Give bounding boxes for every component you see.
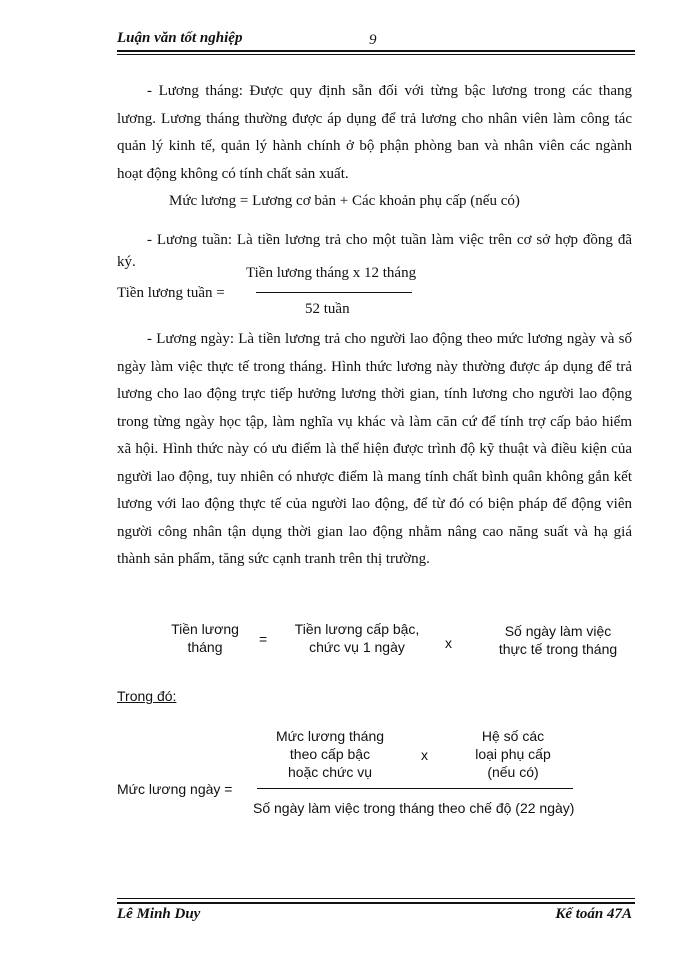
monthly-formula-lhs-line1: Tiền lương bbox=[171, 621, 239, 637]
header-rule bbox=[117, 50, 635, 52]
daily-formula-times: x bbox=[421, 747, 428, 763]
monthly-formula-times: x bbox=[445, 635, 452, 651]
daily-formula-num2-line1: Hệ số các bbox=[481, 728, 545, 744]
monthly-formula-equals: = bbox=[259, 631, 268, 647]
daily-formula-num2-line2: loại phụ cấp bbox=[475, 746, 551, 762]
formula-salary: Mức lương = Lương cơ bản + Các khoản phụ cấp (nếu có) bbox=[169, 193, 520, 209]
daily-formula-num1-line1: Mức lương tháng bbox=[275, 728, 385, 744]
paragraph-weekly-salary: - Lương tuần: Là tiền lương trả cho một tuần làm việc trên cơ sở hợp đồng đã ký. bbox=[117, 232, 632, 270]
monthly-formula-term2 bbox=[488, 622, 628, 658]
weekly-formula-lhs: Tiền lương tuần = bbox=[117, 285, 225, 301]
footer-rule-thin bbox=[117, 898, 635, 899]
monthly-formula-lhs-line2: tháng bbox=[187, 639, 223, 655]
monthly-formula-term1-line1: Tiền lương cấp bậc, bbox=[294, 621, 420, 637]
footer-rule bbox=[117, 902, 635, 904]
monthly-formula-term1-line2: chức vụ 1 ngày bbox=[309, 639, 405, 655]
daily-formula-num1-line2: theo cấp bậc bbox=[289, 746, 371, 762]
daily-formula-lhs: Mức lương ngày = bbox=[117, 781, 233, 797]
monthly-formula-term2-line1: Số ngày làm việc bbox=[504, 623, 612, 639]
weekly-formula-denominator: 52 tuần bbox=[305, 301, 350, 317]
monthly-formula-lhs bbox=[155, 620, 255, 656]
footer-author: Lê Minh Duy bbox=[117, 906, 201, 922]
weekly-formula-numerator: Tiền lương tháng x 12 tháng bbox=[246, 265, 417, 281]
daily-fraction-bar bbox=[257, 788, 573, 789]
weekly-fraction-bar bbox=[256, 292, 412, 293]
header-title: Luận văn tốt nghiệp bbox=[117, 30, 243, 46]
daily-formula-numerator2 bbox=[450, 727, 576, 781]
daily-formula-num1-line3: hoặc chức vụ bbox=[287, 764, 373, 780]
monthly-formula-term2-line2: thực tế trong tháng bbox=[498, 641, 618, 657]
footer-class: Kế toán 47A bbox=[555, 906, 632, 922]
paragraph-monthly-salary: - Lương tháng: Được quy định sẵn đối với từng bậc lương trong các thang lương. Lương tháng thường được áp dụng để trả lương cho nhân viên làm công tác quản lý kinh tế, quản lý hành chính ở bộ phận phòng ban và nhân viên các ngành hoạt động không có tính chất sản xuất. bbox=[117, 83, 632, 182]
paragraph-daily-salary: - Lương ngày: Là tiền lương trả cho người lao động theo mức lương ngày và số ngày làm việc thực tế trong tháng. Hình thức lương này thường được áp dụng để trả lương cho lao động trực tiếp hưởng lương thời gian, tính lương cho người lao động trong từng ngày học tập, làm nghĩa vụ khác và làm căn cứ để tính trợ cấp bảo hiểm xã hội. Hình thức này có ưu điểm là thể hiện được trình độ kỹ thuật và điều kiện của người lao động, tuy nhiên có nhược điểm là mang tính chất bình quân không gắn kết lương với lao động thực tế của người lao động, để từ đó có biện pháp để động viên người công nhân tận dụng thời gian lao động nhằm nâng cao năng suất và hạ giá thành sản phẩm, tăng sức cạnh tranh trên thị trường. bbox=[117, 331, 632, 567]
daily-formula-denominator: Số ngày làm việc trong tháng theo chế độ (22 ngày) bbox=[253, 800, 575, 816]
daily-formula-num2-line3: (nếu có) bbox=[487, 764, 539, 780]
header-rule-thin bbox=[117, 54, 635, 55]
where-label: Trong đó: bbox=[117, 688, 177, 704]
monthly-formula-term1 bbox=[282, 620, 432, 656]
daily-formula-numerator1 bbox=[262, 727, 398, 781]
page-number: 9 bbox=[369, 32, 377, 48]
